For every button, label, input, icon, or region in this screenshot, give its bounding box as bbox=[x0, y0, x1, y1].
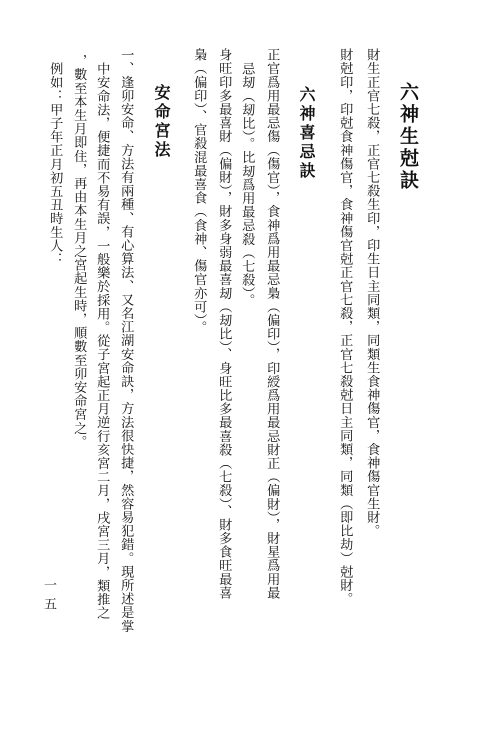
text-column: 忌刼（刼比）。比刼爲用最忌殺（七殺）。 bbox=[239, 62, 255, 308]
text-column: 例如：甲子年正月初五丑時生人： bbox=[47, 62, 63, 266]
text-column: 中安命法，便捷而不易有誤，一般樂於採用。從子宮起正月逆行亥宮二月，戌宮三月，類推之 bbox=[94, 62, 110, 620]
text-column: 財生正官七殺，正官七殺生印，印生日主同類，同類生食神傷官，食神傷官生財。 bbox=[364, 48, 380, 538]
text-column: 財尅印，印尅食神傷官，食神傷官尅正官七殺，正官七殺尅日主同類，同類（即比劫）尅財。 bbox=[337, 48, 353, 606]
text-column: 身旺印多最喜財（偏財），財多身弱最喜刼（刼比）、身旺比多最喜殺（七殺）、財多食旺最喜 bbox=[216, 48, 232, 600]
page-number: 一五 bbox=[41, 578, 56, 616]
section-title-liushen-shengke: 六神生尅訣 bbox=[397, 82, 419, 192]
text-column: 正官爲用最忌傷（傷官），食神爲用最忌梟（偏印），印綬爲用最忌財正（偏財），財星爲用最 bbox=[264, 48, 280, 600]
text-column: ，數至本生月即住，再由本生月之宮起生時，順數至卯安命宮之。 bbox=[71, 54, 87, 449]
section-title-liushen-xiji: 六神喜忌訣 bbox=[297, 86, 316, 181]
text-column: 一、逢卯安命、方法有兩種、有心算法、又名江湖安命訣，方法很快捷，然容易犯錯。現所述是掌 bbox=[118, 48, 134, 633]
section-title-anming-gong: 安命宮法 bbox=[152, 84, 171, 160]
text-column: 梟（偏印）、官殺混最喜食（食神、傷官亦可）。 bbox=[191, 48, 207, 334]
